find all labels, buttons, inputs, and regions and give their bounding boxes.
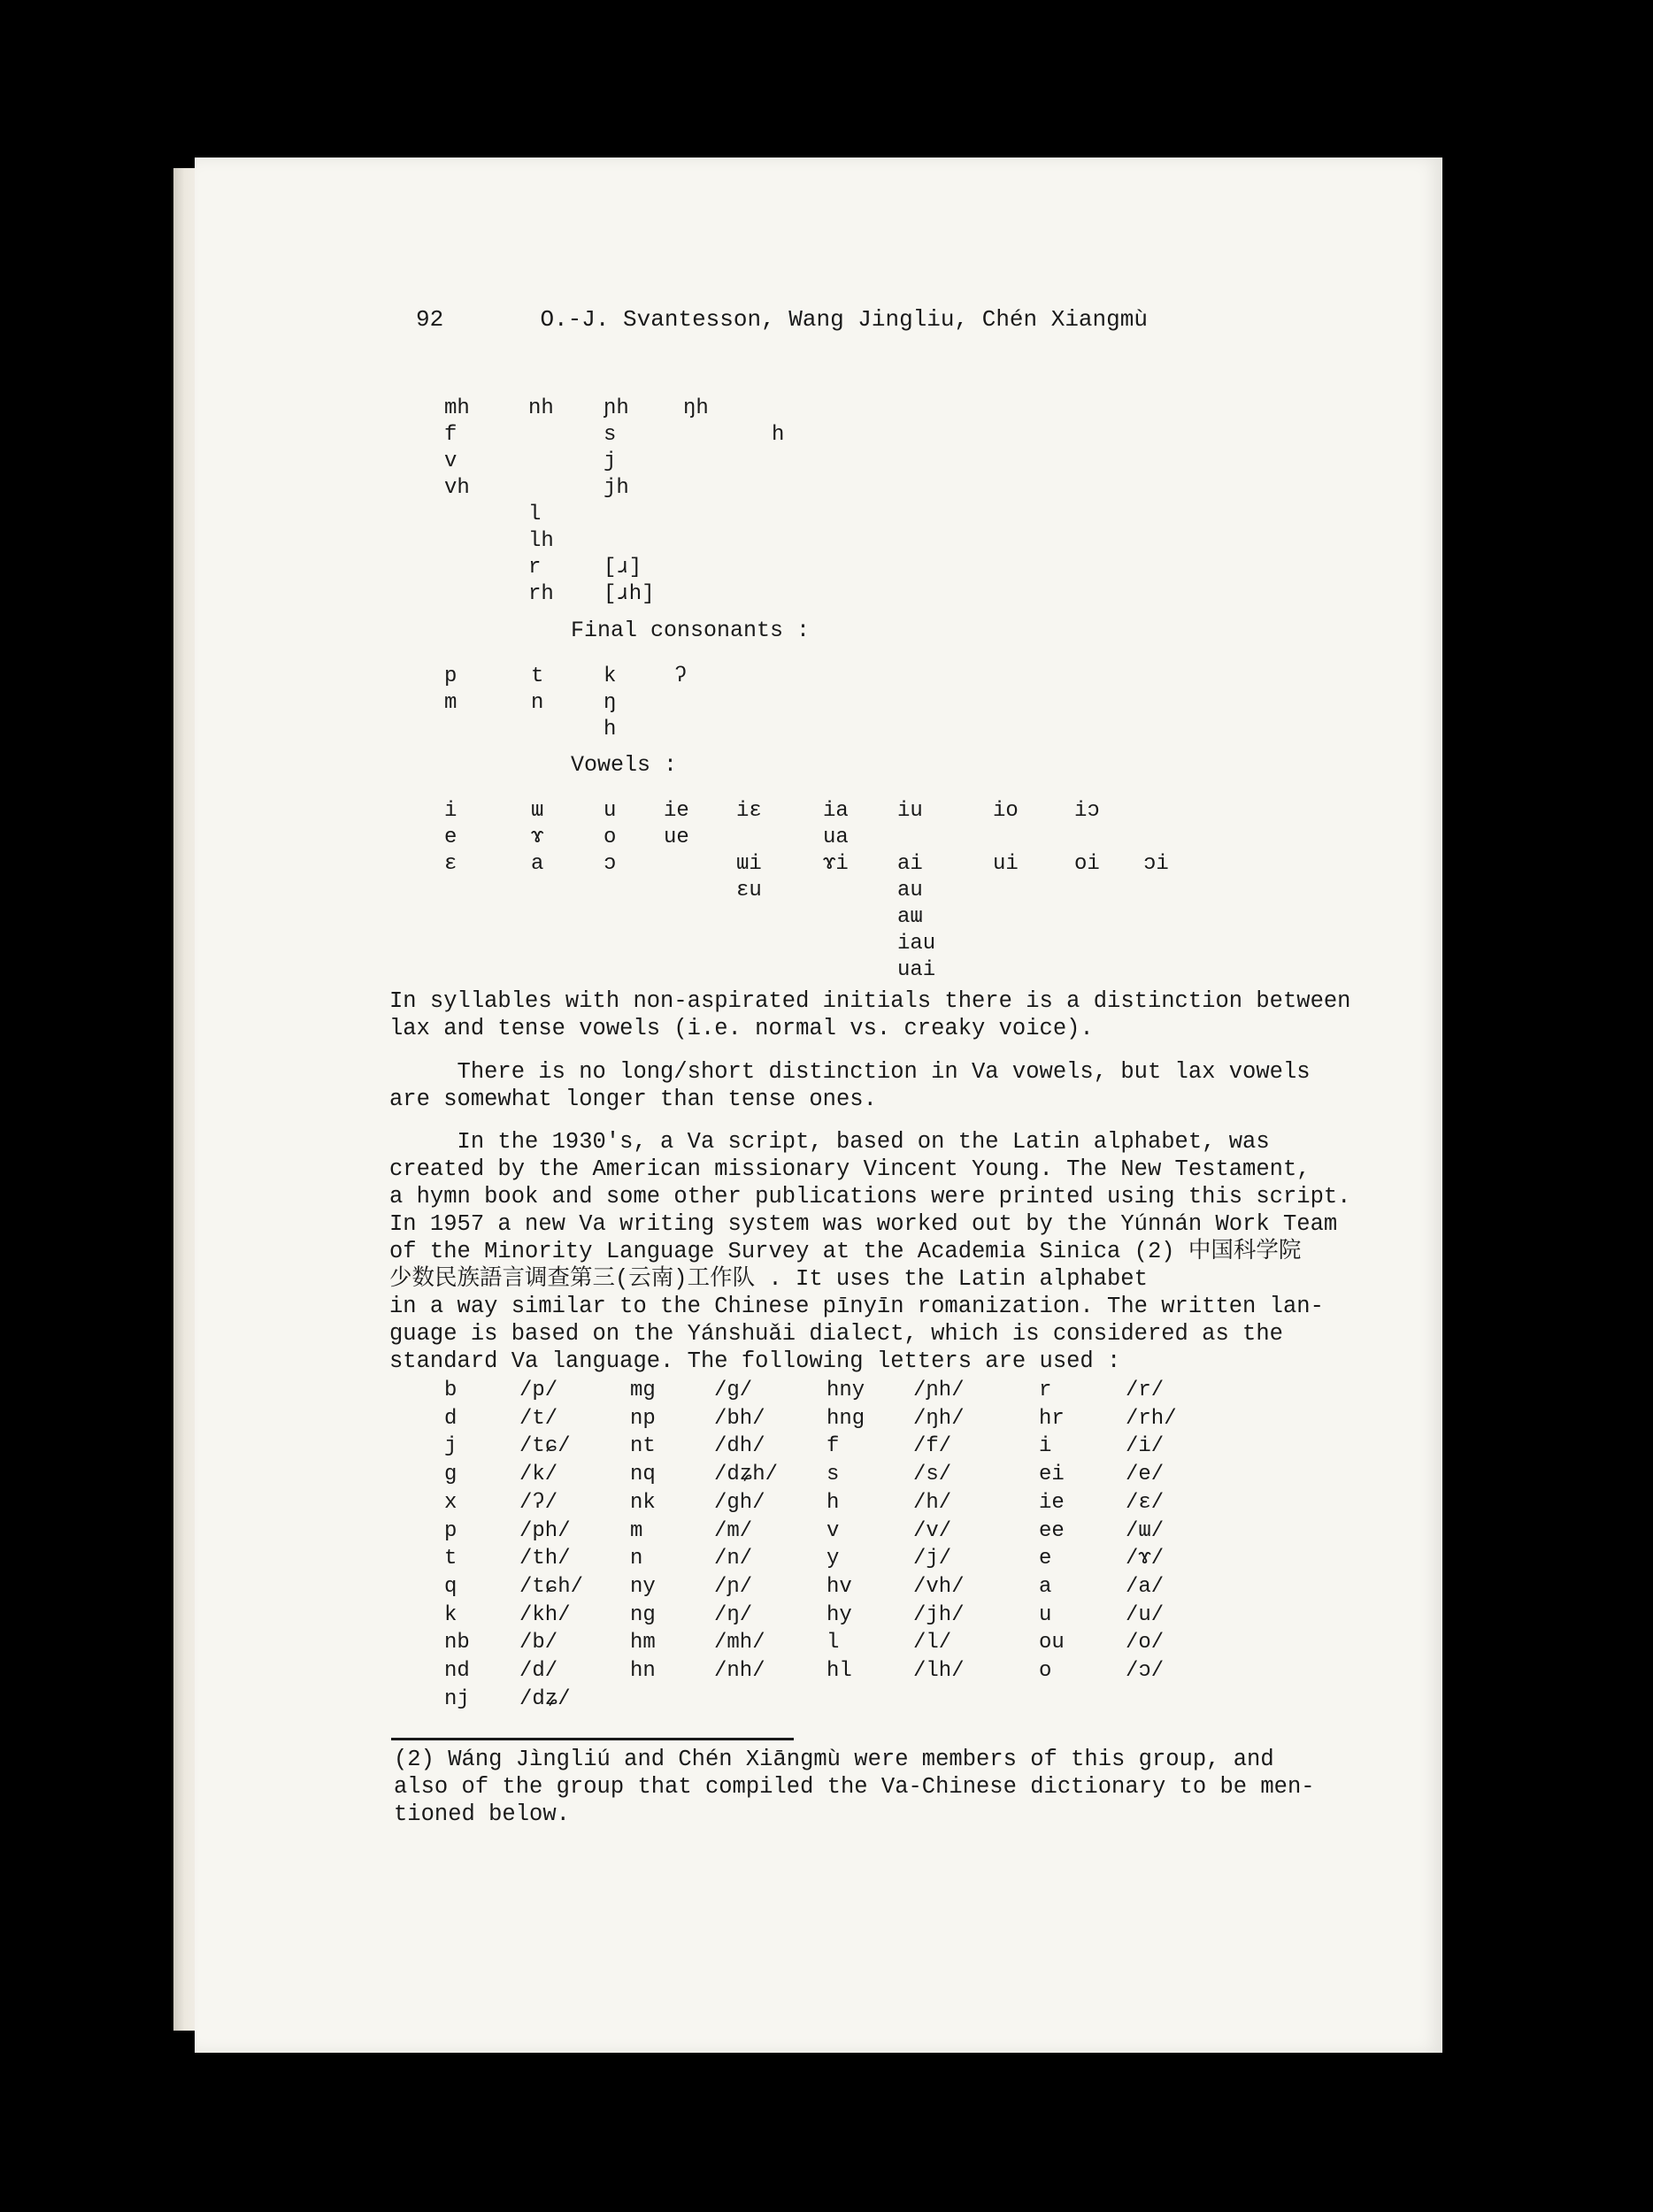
letter-cell: /vh/ — [913, 1574, 965, 1599]
book-page — [195, 157, 1442, 2053]
vowel-cell: ua — [823, 826, 849, 849]
letter-cell: hy — [826, 1602, 852, 1627]
final-consonant-cell: n — [531, 691, 544, 715]
letter-cell: q — [444, 1574, 457, 1599]
letter-cell: j — [444, 1434, 457, 1459]
consonant-cell: r — [528, 556, 542, 580]
consonant-cell: mh — [444, 396, 470, 420]
letter-cell: /ɲh/ — [913, 1379, 965, 1402]
vowel-cell: u — [604, 799, 617, 823]
letter-cell: /ʔ/ — [519, 1490, 558, 1515]
letter-cell: /dh/ — [714, 1434, 765, 1459]
letter-cell: /e/ — [1126, 1463, 1165, 1487]
letter-cell: i — [1039, 1434, 1052, 1459]
final-consonants-heading: Final consonants : — [571, 618, 811, 643]
vowels-heading: Vowels : — [571, 752, 678, 778]
vowel-cell: a — [531, 852, 544, 876]
vowel-cell: ɛ — [444, 852, 457, 876]
vowel-cell: ui — [993, 852, 1019, 876]
letter-cell: r — [1039, 1379, 1052, 1402]
letter-cell: /h/ — [913, 1490, 952, 1515]
final-consonant-cell: h — [604, 718, 617, 741]
letter-cell: /t/ — [519, 1406, 558, 1431]
letter-cell: nq — [630, 1463, 656, 1487]
letter-cell: ei — [1039, 1463, 1065, 1487]
vowel-cell: ɛu — [736, 879, 762, 902]
consonant-cell: j — [604, 449, 617, 473]
consonant-cell: vh — [444, 476, 470, 500]
letter-cell: /p/ — [519, 1379, 558, 1402]
vowel-cell: ɔ — [604, 852, 617, 876]
vowel-cell: iɛ — [736, 799, 762, 823]
consonant-cell: nh — [528, 396, 554, 420]
vowel-cell: ie — [664, 799, 689, 823]
vowel-cell: ɤ — [531, 826, 544, 849]
letter-cell: /tɕh/ — [519, 1574, 584, 1599]
letter-cell: /i/ — [1126, 1434, 1165, 1459]
vowel-cell: e — [444, 826, 457, 849]
consonant-cell: h — [772, 423, 785, 447]
letter-cell: /kh/ — [519, 1602, 571, 1627]
letter-cell: /ŋ/ — [714, 1602, 753, 1627]
letter-cell: /th/ — [519, 1547, 571, 1571]
final-consonant-cell: k — [604, 664, 617, 688]
letter-cell: g — [444, 1463, 457, 1487]
letter-cell: /nh/ — [714, 1659, 765, 1683]
final-consonant-cell: p — [444, 664, 457, 688]
letter-cell: /ɯ/ — [1126, 1518, 1165, 1543]
page-number: 92 — [416, 306, 444, 333]
letter-cell: /lh/ — [913, 1659, 965, 1683]
letter-cell: /ɛ/ — [1126, 1490, 1165, 1515]
vowel-cell: o — [604, 826, 617, 849]
letter-cell: hv — [826, 1574, 852, 1599]
letter-cell: /o/ — [1126, 1631, 1165, 1655]
letter-cell: /v/ — [913, 1518, 952, 1543]
letter-cell: /f/ — [913, 1434, 952, 1459]
consonant-cell: [ɹh] — [604, 582, 655, 606]
consonant-cell: [ɹ] — [604, 556, 642, 580]
consonant-cell: v — [444, 449, 457, 473]
letter-cell: n — [630, 1547, 643, 1571]
vowel-cell: uai — [897, 958, 936, 982]
final-consonant-cell: m — [444, 691, 457, 715]
vowel-cell: i — [444, 799, 457, 823]
letter-cell: ou — [1039, 1631, 1065, 1655]
letter-cell: /g/ — [714, 1379, 753, 1402]
letter-cell: nk — [630, 1490, 656, 1515]
letter-cell: v — [826, 1518, 840, 1543]
letter-cell: /u/ — [1126, 1602, 1165, 1627]
vowel-cell: ue — [664, 826, 689, 849]
letter-cell: ee — [1039, 1518, 1065, 1543]
letter-cell: hl — [826, 1659, 852, 1683]
vowel-cell: oi — [1074, 852, 1100, 876]
letter-cell: /rh/ — [1126, 1406, 1177, 1431]
letter-cell: /ɔ/ — [1126, 1659, 1165, 1683]
consonant-cell: s — [604, 423, 617, 447]
vowel-cell: ia — [823, 799, 849, 823]
vowel-cell: ɔi — [1143, 852, 1169, 876]
vowel-cell: iu — [897, 799, 923, 823]
vowel-cell: au — [897, 879, 923, 902]
letter-cell: nj — [444, 1686, 470, 1711]
vowel-cell: io — [993, 799, 1019, 823]
consonant-cell: rh — [528, 582, 554, 606]
letter-cell: /n/ — [714, 1547, 753, 1571]
letter-cell: /ɲ/ — [714, 1574, 753, 1599]
letter-cell: o — [1039, 1659, 1052, 1683]
letter-cell: /dʑh/ — [714, 1463, 779, 1487]
letter-cell: /s/ — [913, 1463, 952, 1487]
letter-cell: u — [1039, 1602, 1052, 1627]
letter-cell: /mh/ — [714, 1631, 765, 1655]
letter-cell: s — [826, 1463, 840, 1487]
letter-cell: e — [1039, 1547, 1052, 1571]
consonant-cell: l — [528, 503, 542, 526]
letter-cell: f — [826, 1434, 840, 1459]
letter-cell: /k/ — [519, 1463, 558, 1487]
vowel-cell: iau — [897, 932, 936, 956]
letter-cell: /m/ — [714, 1518, 753, 1543]
footnote-2: (2) Wáng Jìngliú and Chén Xiāngmù were members of this group, and also of the group that compiled the Va-Chinese dictionary to be men- tioned below. — [394, 1747, 1315, 1827]
paragraph-script-history: In the 1930's, a Va script, based on the Latin alphabet, was created by the American missionary Vincent Young. The New Testament, a hymn book and some other publications were printed using this script. In 1957 a new Va writing system was worked out by the Yúnnán Work Team of the Minority Language Survey at the Academia Sinica (2) 中国科学院 少数民族語言调查第三(云南)工作队 . It uses the Latin alphabet in a way similar to the Chinese pīnyīn romanization. The written lan- guage is based on the Yánshuǎi dialect, which is considered as the standard Va language. The following letters are used : — [389, 1129, 1351, 1374]
letter-cell: /gh/ — [714, 1490, 765, 1515]
consonant-cell: ŋh — [683, 396, 709, 420]
letter-cell: nb — [444, 1631, 470, 1655]
consonant-cell: lh — [528, 529, 554, 553]
letter-cell: hm — [630, 1631, 656, 1655]
vowel-cell: ɯ — [531, 799, 544, 823]
letter-cell: /jh/ — [913, 1602, 965, 1627]
letter-cell: /ɤ/ — [1126, 1547, 1165, 1571]
vowel-cell: ɯi — [736, 852, 762, 876]
letter-cell: /j/ — [913, 1547, 952, 1571]
letter-cell: /ŋh/ — [913, 1406, 965, 1431]
letter-cell: hr — [1039, 1406, 1065, 1431]
letter-cell: t — [444, 1547, 457, 1571]
vowel-cell: iɔ — [1074, 799, 1100, 823]
running-header — [416, 306, 1148, 333]
letter-cell: /b/ — [519, 1631, 558, 1655]
letter-cell: ng — [630, 1602, 656, 1627]
letter-cell: hn — [630, 1659, 656, 1683]
final-consonant-cell: t — [531, 664, 544, 688]
vowel-cell: ɤi — [823, 852, 849, 876]
letter-cell: hng — [826, 1406, 865, 1431]
letter-cell: m — [630, 1518, 643, 1543]
letter-cell: nt — [630, 1434, 656, 1459]
letter-cell: mg — [630, 1379, 656, 1402]
letter-cell: /dʑ/ — [519, 1686, 571, 1711]
consonant-cell: ɲh — [604, 396, 629, 420]
letter-cell: /r/ — [1126, 1379, 1165, 1402]
letter-cell: ie — [1039, 1490, 1065, 1515]
paragraph-lax-tense: In syllables with non-aspirated initials there is a distinction between lax and tense vowels (i.e. normal vs. creaky voice). — [389, 988, 1351, 1041]
letter-cell: np — [630, 1406, 656, 1431]
final-consonant-cell: ŋ — [604, 691, 617, 715]
letter-cell: k — [444, 1602, 457, 1627]
letter-cell: /bh/ — [714, 1406, 765, 1431]
letter-cell: x — [444, 1490, 457, 1515]
letter-cell: ny — [630, 1574, 656, 1599]
footnote-rule — [391, 1738, 794, 1740]
letter-cell: h — [826, 1490, 840, 1515]
letter-cell: d — [444, 1406, 457, 1431]
paragraph-length: There is no long/short distinction in Va vowels, but lax vowels are somewhat longer than tense ones. — [389, 1059, 1311, 1112]
letter-cell: y — [826, 1547, 840, 1571]
letter-cell: nd — [444, 1659, 470, 1683]
final-consonant-cell: ʔ — [674, 664, 688, 688]
vowel-cell: aɯ — [897, 905, 923, 929]
letter-cell: p — [444, 1518, 457, 1543]
letter-cell: a — [1039, 1574, 1052, 1599]
consonant-cell: f — [444, 423, 457, 447]
letter-cell: /d/ — [519, 1659, 558, 1683]
letter-cell: /l/ — [913, 1631, 952, 1655]
vowel-cell: ai — [897, 852, 923, 876]
consonant-cell: jh — [604, 476, 629, 500]
letter-cell: hny — [826, 1379, 865, 1402]
letter-cell: /ph/ — [519, 1518, 571, 1543]
authors-line: O.-J. Svantesson, Wang Jingliu, Chén Xiangmù — [540, 306, 1148, 333]
letter-cell: /a/ — [1126, 1574, 1165, 1599]
letter-cell: l — [826, 1631, 840, 1655]
letter-cell: /tɕ/ — [519, 1434, 571, 1459]
letter-cell: b — [444, 1379, 457, 1402]
